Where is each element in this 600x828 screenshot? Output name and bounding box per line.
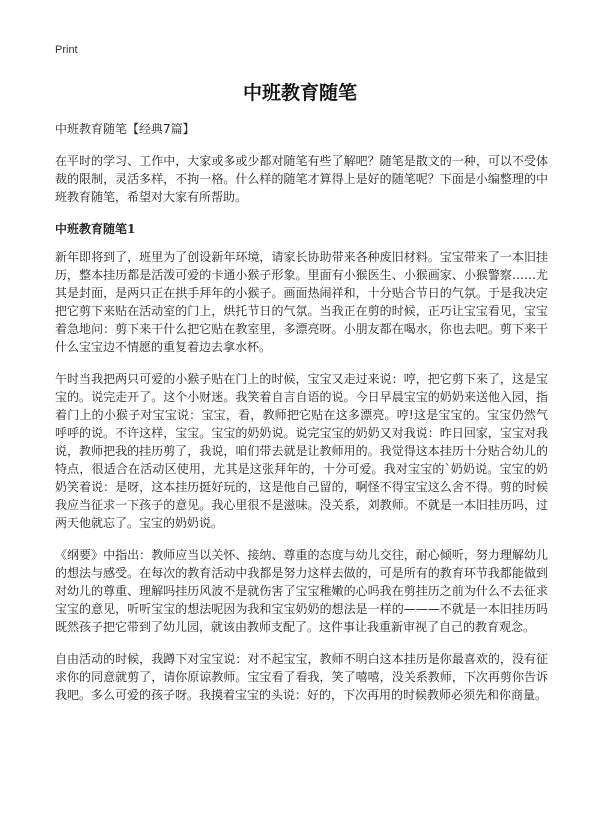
- print-label: Print: [55, 44, 78, 56]
- body-paragraph-4: 自由活动的时候，我蹲下对宝宝说：对不起宝宝，教师不明白这本挂历是你最喜欢的，没有征求你的同意就剪了，请你原谅教师。宝宝看了看我，笑了嘻嘻，没关系教师，下次再剪你告诉我吧。多么可爱的孩子呀。我摸着宝宝的头说：好的，下次再用的时候教师必须先和你商量。: [55, 652, 548, 702]
- intro-paragraph: 在平时的学习、工作中，大家或多或少都对随笔有些了解吧？随笔是散文的一种，可以不受体裁的限制，灵活多样，不拘一格。什么样的随笔才算得上是好的随笔呢？下面是小编整理的中班教育随笔，希望对大家有所帮助。: [55, 154, 548, 204]
- body-paragraph-3: 《纲要》中指出：教师应当以关怀、接纳、尊重的态度与幼儿交往，耐心倾听，努力理解幼儿的想法与感受。在每次的教育活动中我都是努力这样去做的，可是所有的教育环节我都能做到对幼儿的尊重、理解吗挂历风波不是就伤害了宝宝稚嫩的心吗我在剪挂历之前为什么不去征求宝宝的意见，听听宝宝的想法呢因为我和宝宝奶奶的想法是一样的———不就是一本旧挂历吗既然孩子把它带到了幼儿园，就该由教师支配了。这件事让我重新审视了自己的教育观念。: [55, 548, 548, 634]
- document-title: 中班教育随笔: [242, 82, 357, 104]
- body-paragraph-1: 新年即将到了，班里为了创设新年环境，请家长协助带来各种废旧材料。宝宝带来了一本旧挂历，整本挂历都是活泼可爱的卡通小猴子形象。里面有小猴医生、小猴画家、小猴警察……尤其是封面，是两只正在拱手拜年的小猴子。画面热闹祥和，十分贴合节日的气氛。于是我决定把它剪下来贴在活动室的门上，烘托节日的气氛。当我正在剪的时候，正巧让宝宝看见，宝宝着急地问：剪下来干什么把它贴在教室里，多漂亮呀。小朋友都在喝水，你也去吧。剪下来干什么宝宝边不情愿的重复着边去拿水杯。: [55, 250, 548, 354]
- body-paragraph-2: 午时当我把两只可爱的小猴子贴在门上的时候，宝宝又走过来说：哼，把它剪下来了，这是宝宝的。说完走开了。这个小财迷。我笑着自言自语的说。今日早晨宝宝的奶奶来送他入园，指着门上的小猴子对宝宝说：宝宝，看，教师把它贴在这多漂亮。哼!这是宝宝的。宝宝仍然气呼呼的说。不许这样，宝宝。宝宝的奶奶说。说完宝宝的奶奶又对我说：昨日回家，宝宝对我说，教师把我的挂历剪了，我说，咱们带去就是让教师用的。我觉得这本挂历十分贴合幼儿的特点，很适合在活动区使用，尤其是这张拜年的，十分可爱。我对宝宝的`奶奶说。宝宝的奶奶笑着说：是呀，这本挂历挺好玩的，这是他自己留的，啊怪不得宝宝这么舍不得。剪的时候我应当征求一下孩子的意见。我心里很不是滋味。没关系，刘教师。不就是一本旧挂历吗，过两天他就忘了。宝宝的奶奶说。: [55, 372, 548, 530]
- document-body: [55, 120, 548, 718]
- section-heading: 中班教育随笔1: [55, 222, 136, 236]
- document-subtitle: 中班教育随笔【经典7篇】: [55, 122, 195, 136]
